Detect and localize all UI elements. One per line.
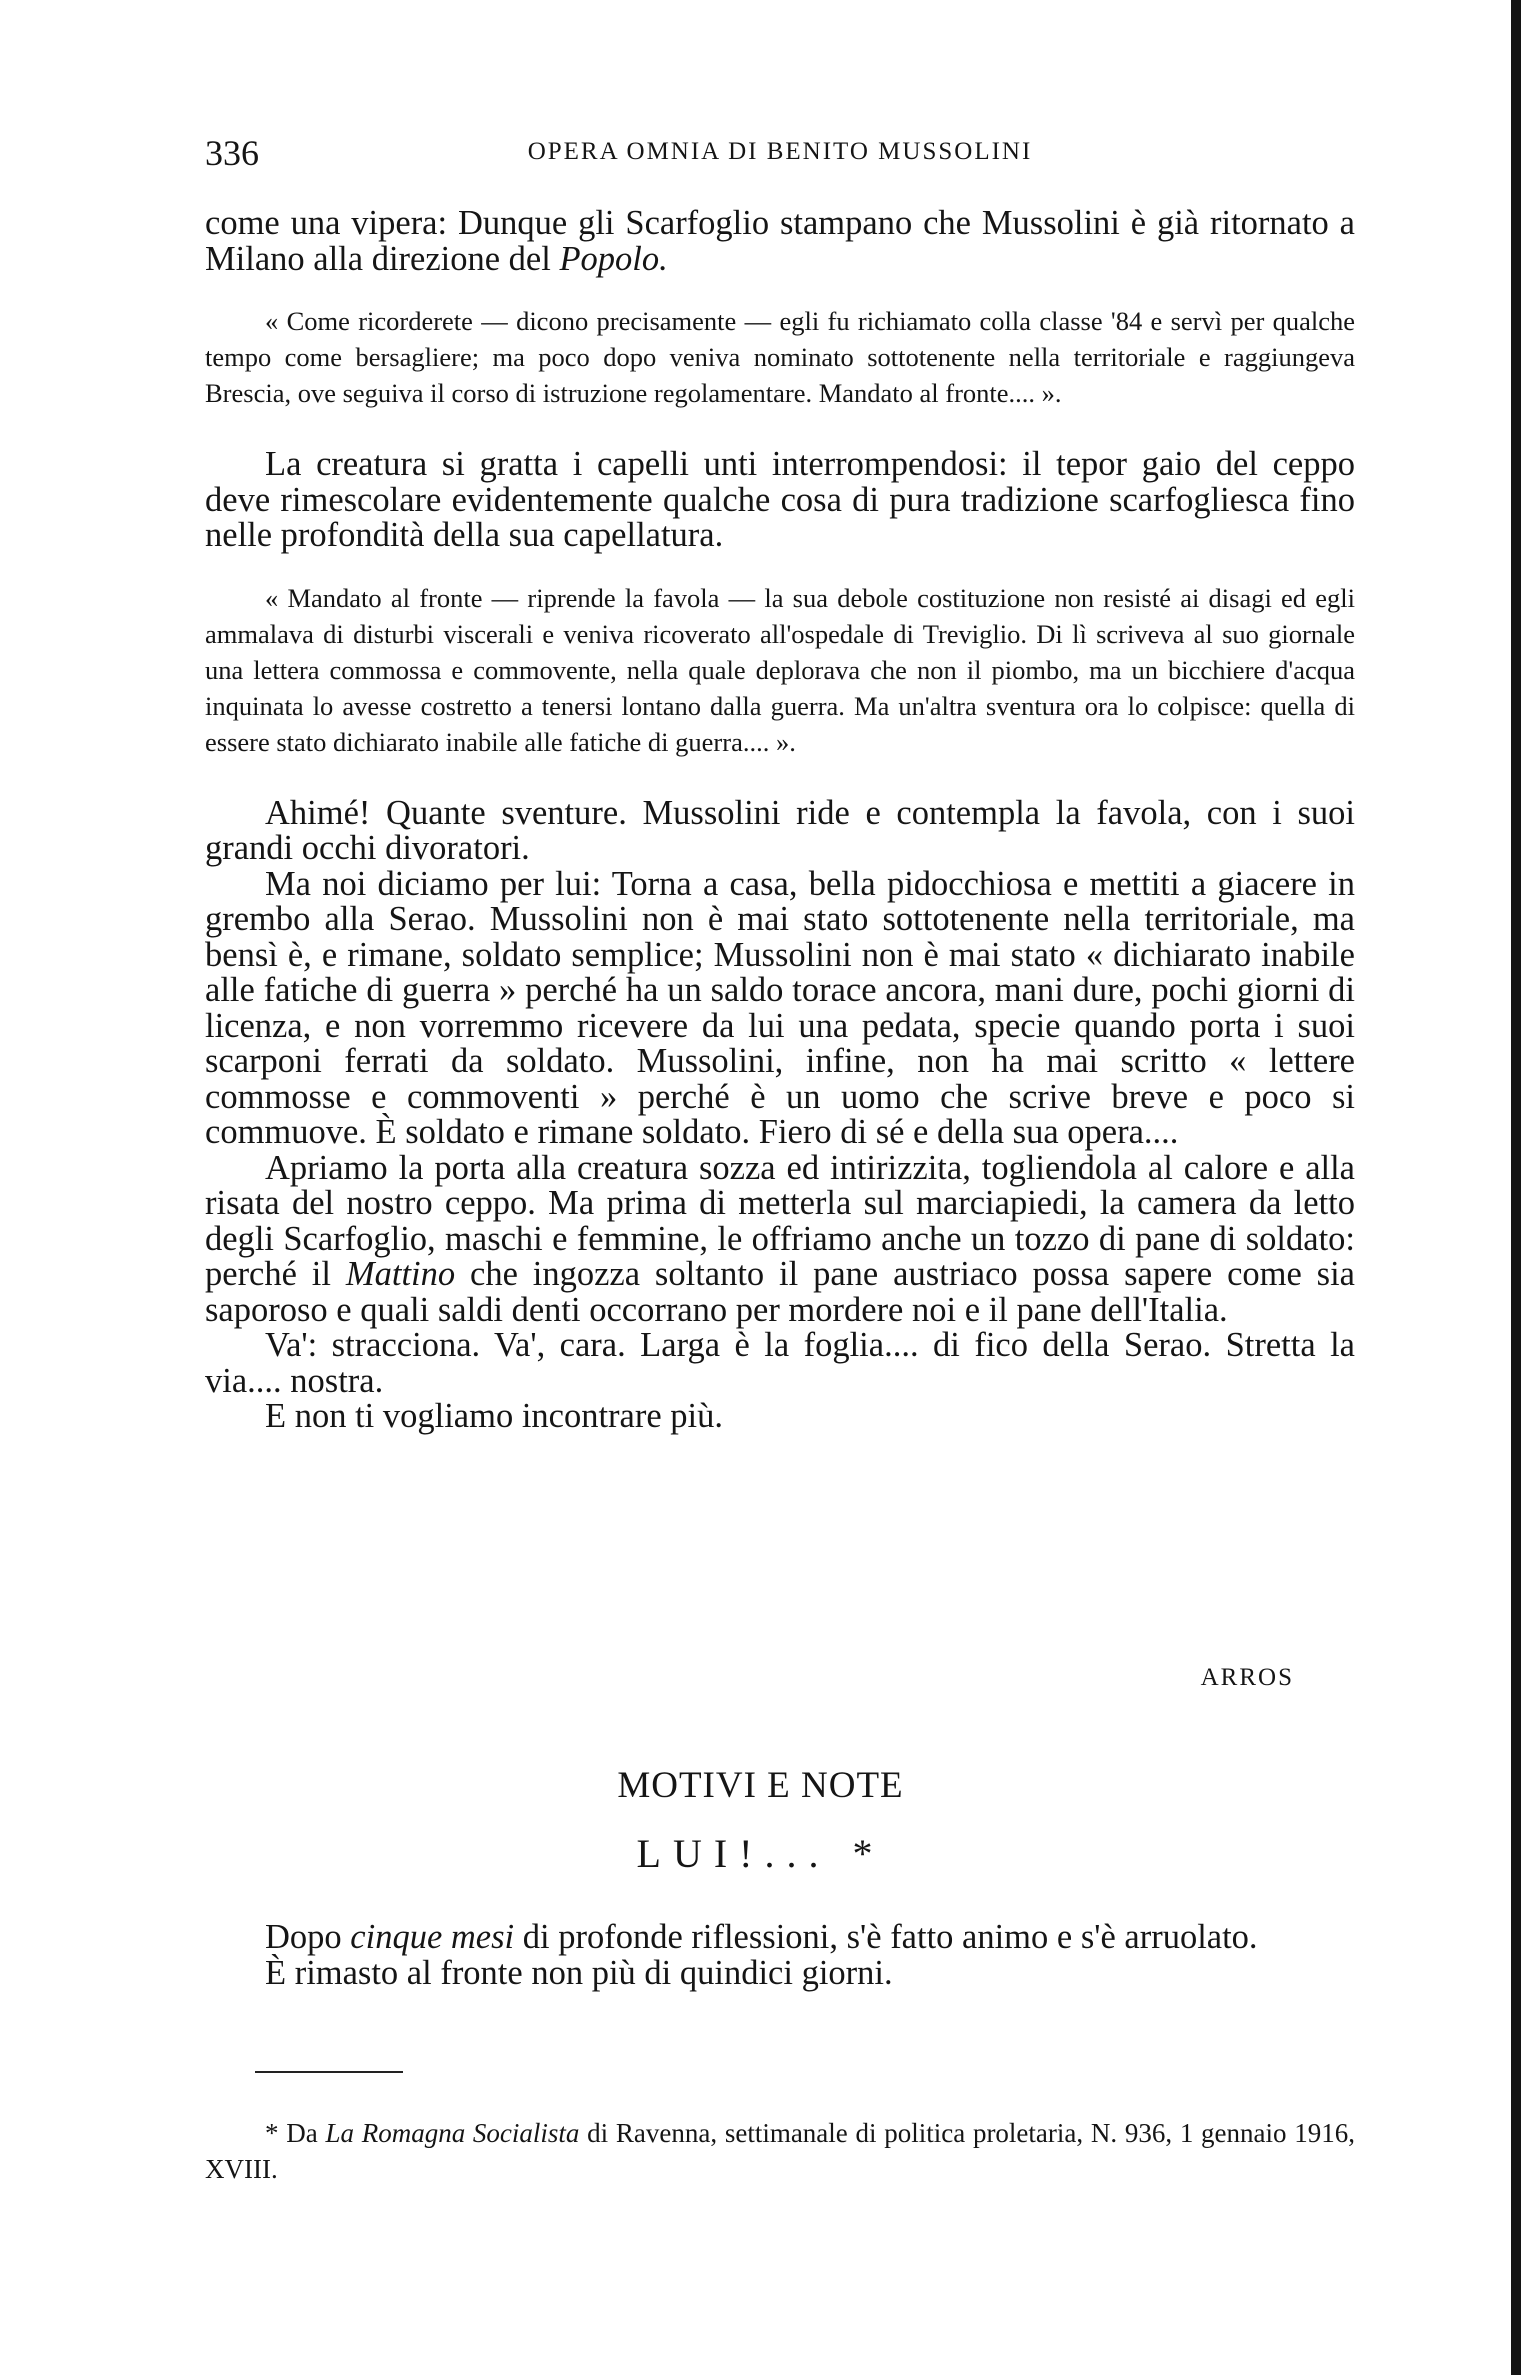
dopo-italic: cinque mesi [350,1918,515,1956]
paragraph-ma-noi: Ma noi diciamo per lui: Torna a casa, bella pidocchiosa e mettiti a giacere in grembo alla Serao. Mussolini non è mai stato sottotenente nella territoriale, ma bensì è, e rimane, soldato semplice; Mussolini non è mai stato « dichiarato inabile alle fatiche di guerra » perché ha un saldo torace ancora, mani dure, pochi giorni di licenza, e non vorremmo ricevere da lui una pedata, specie quando porta i suoi scarponi ferrati da soldato. Mussolini, infine, non ha mai scritto « lettere commosse e commoventi » perché è un uomo che scrive breve e poco si commuove. È soldato e rimane soldato. Fiero di sé e della sua opera.... [205,864,1355,1151]
paragraph-va: Va': stracciona. Va', cara. Larga è la foglia.... di fico della Serao. Stretta la via.... nostra. [205,1326,1355,1400]
quote-paragraph-1: « Come ricorderete — dicono precisamente — egli fu richiamato colla classe '84 e servì per qualche tempo come bersagliere; ma poco dopo veniva nominato sottotenente nella territoriale e raggiungeva Brescia, ove seguiva il corso di istruzione regolamentare. Mandato al fronte.... ». [205,306,1355,408]
dopo-text-2: di profonde riflessioni, s'è fatto animo e s'è arruolato. [514,1918,1258,1956]
paragraph-ahime: Ahimé! Quante sventure. Mussolini ride e contempla la favola, con i suoi grandi occhi divoratori. [205,793,1355,867]
running-head: OPERA OMNIA DI BENITO MUSSOLINI [527,138,1033,165]
intro-italic: Popolo. [559,239,668,278]
footnote-text-1: * Da [265,2118,326,2148]
paragraph-apriamo [205,1148,1355,1329]
footnote [205,2115,1355,2187]
intro-text: come una vipera: Dunque gli Scarfoglio stampano che Mussolini è già ritornato a Milano alla direzione del [205,204,1355,278]
dopo-text-1: Dopo [265,1918,351,1956]
footnote-italic: La Romagna Socialista [325,2118,580,2148]
article-title: LUI!... * [636,1831,885,1876]
paragraph-rimasto: È rimasto al fronte non più di quindici giorni. [265,1953,893,1992]
apriamo-text-1: Apriamo la porta alla creatura sozza ed intirizzita, togliendola al calore e alla risata del nostro ceppo. Ma prima di metterla sul marciapiedi, la camera da letto degli Scarfoglio, maschi e femmine, le offriamo anche un tozzo di pane di soldato: perché il [205,1148,1355,1293]
intro-paragraph [205,206,1355,277]
footnote-text-2: di Ravenna, settimanale di politica proletaria, N. 936, 1 gennaio 1916, XVIII. [205,2118,1355,2184]
page-header [205,132,1355,182]
paragraph-non-ti: E non ti vogliamo incontrare più. [265,1397,723,1435]
apriamo-text-2: che ingozza soltanto il pane austriaco possa sapere come sia saporoso e quali saldi denti occorrano per mordere noi e il pane dell'Italia. [205,1255,1355,1329]
page-number: 336 [205,133,259,173]
signature: ARROS [1200,1664,1294,1691]
footnote-rule [255,2071,403,2073]
article-text [205,1920,1355,1991]
paragraph-dopo [205,1920,1355,1956]
quote-paragraph-2: « Mandato al fronte — riprende la favola — la sua debole costituzione non resisté ai disagi ed egli ammalava di disturbi viscerali e veniva ricoverato all'ospedale di Treviglio. Di lì scriveva al suo giornale una lettera commossa e commovente, nella quale deplorava che non il piombo, ma un bicchiere d'acqua inquinata lo avesse costretto a tenersi lontano dalla guerra. Ma un'altra sventura ora lo colpisce: quella di essere stato dichiarato inabile alle fatiche di guerra.... ». [205,582,1355,757]
paragraph-creatura: La creatura si gratta i capelli unti interrompendosi: il tepor gaio del ceppo deve rimescolare evidentemente qualche cosa di pura tradizione scarfogliesca fino nelle profondità della sua capellatura. [205,445,1355,554]
section-title: MOTIVI E NOTE [617,1765,904,1806]
page-edge [1511,0,1521,2375]
main-text [205,206,1355,1435]
apriamo-italic: Mattino [345,1255,456,1293]
